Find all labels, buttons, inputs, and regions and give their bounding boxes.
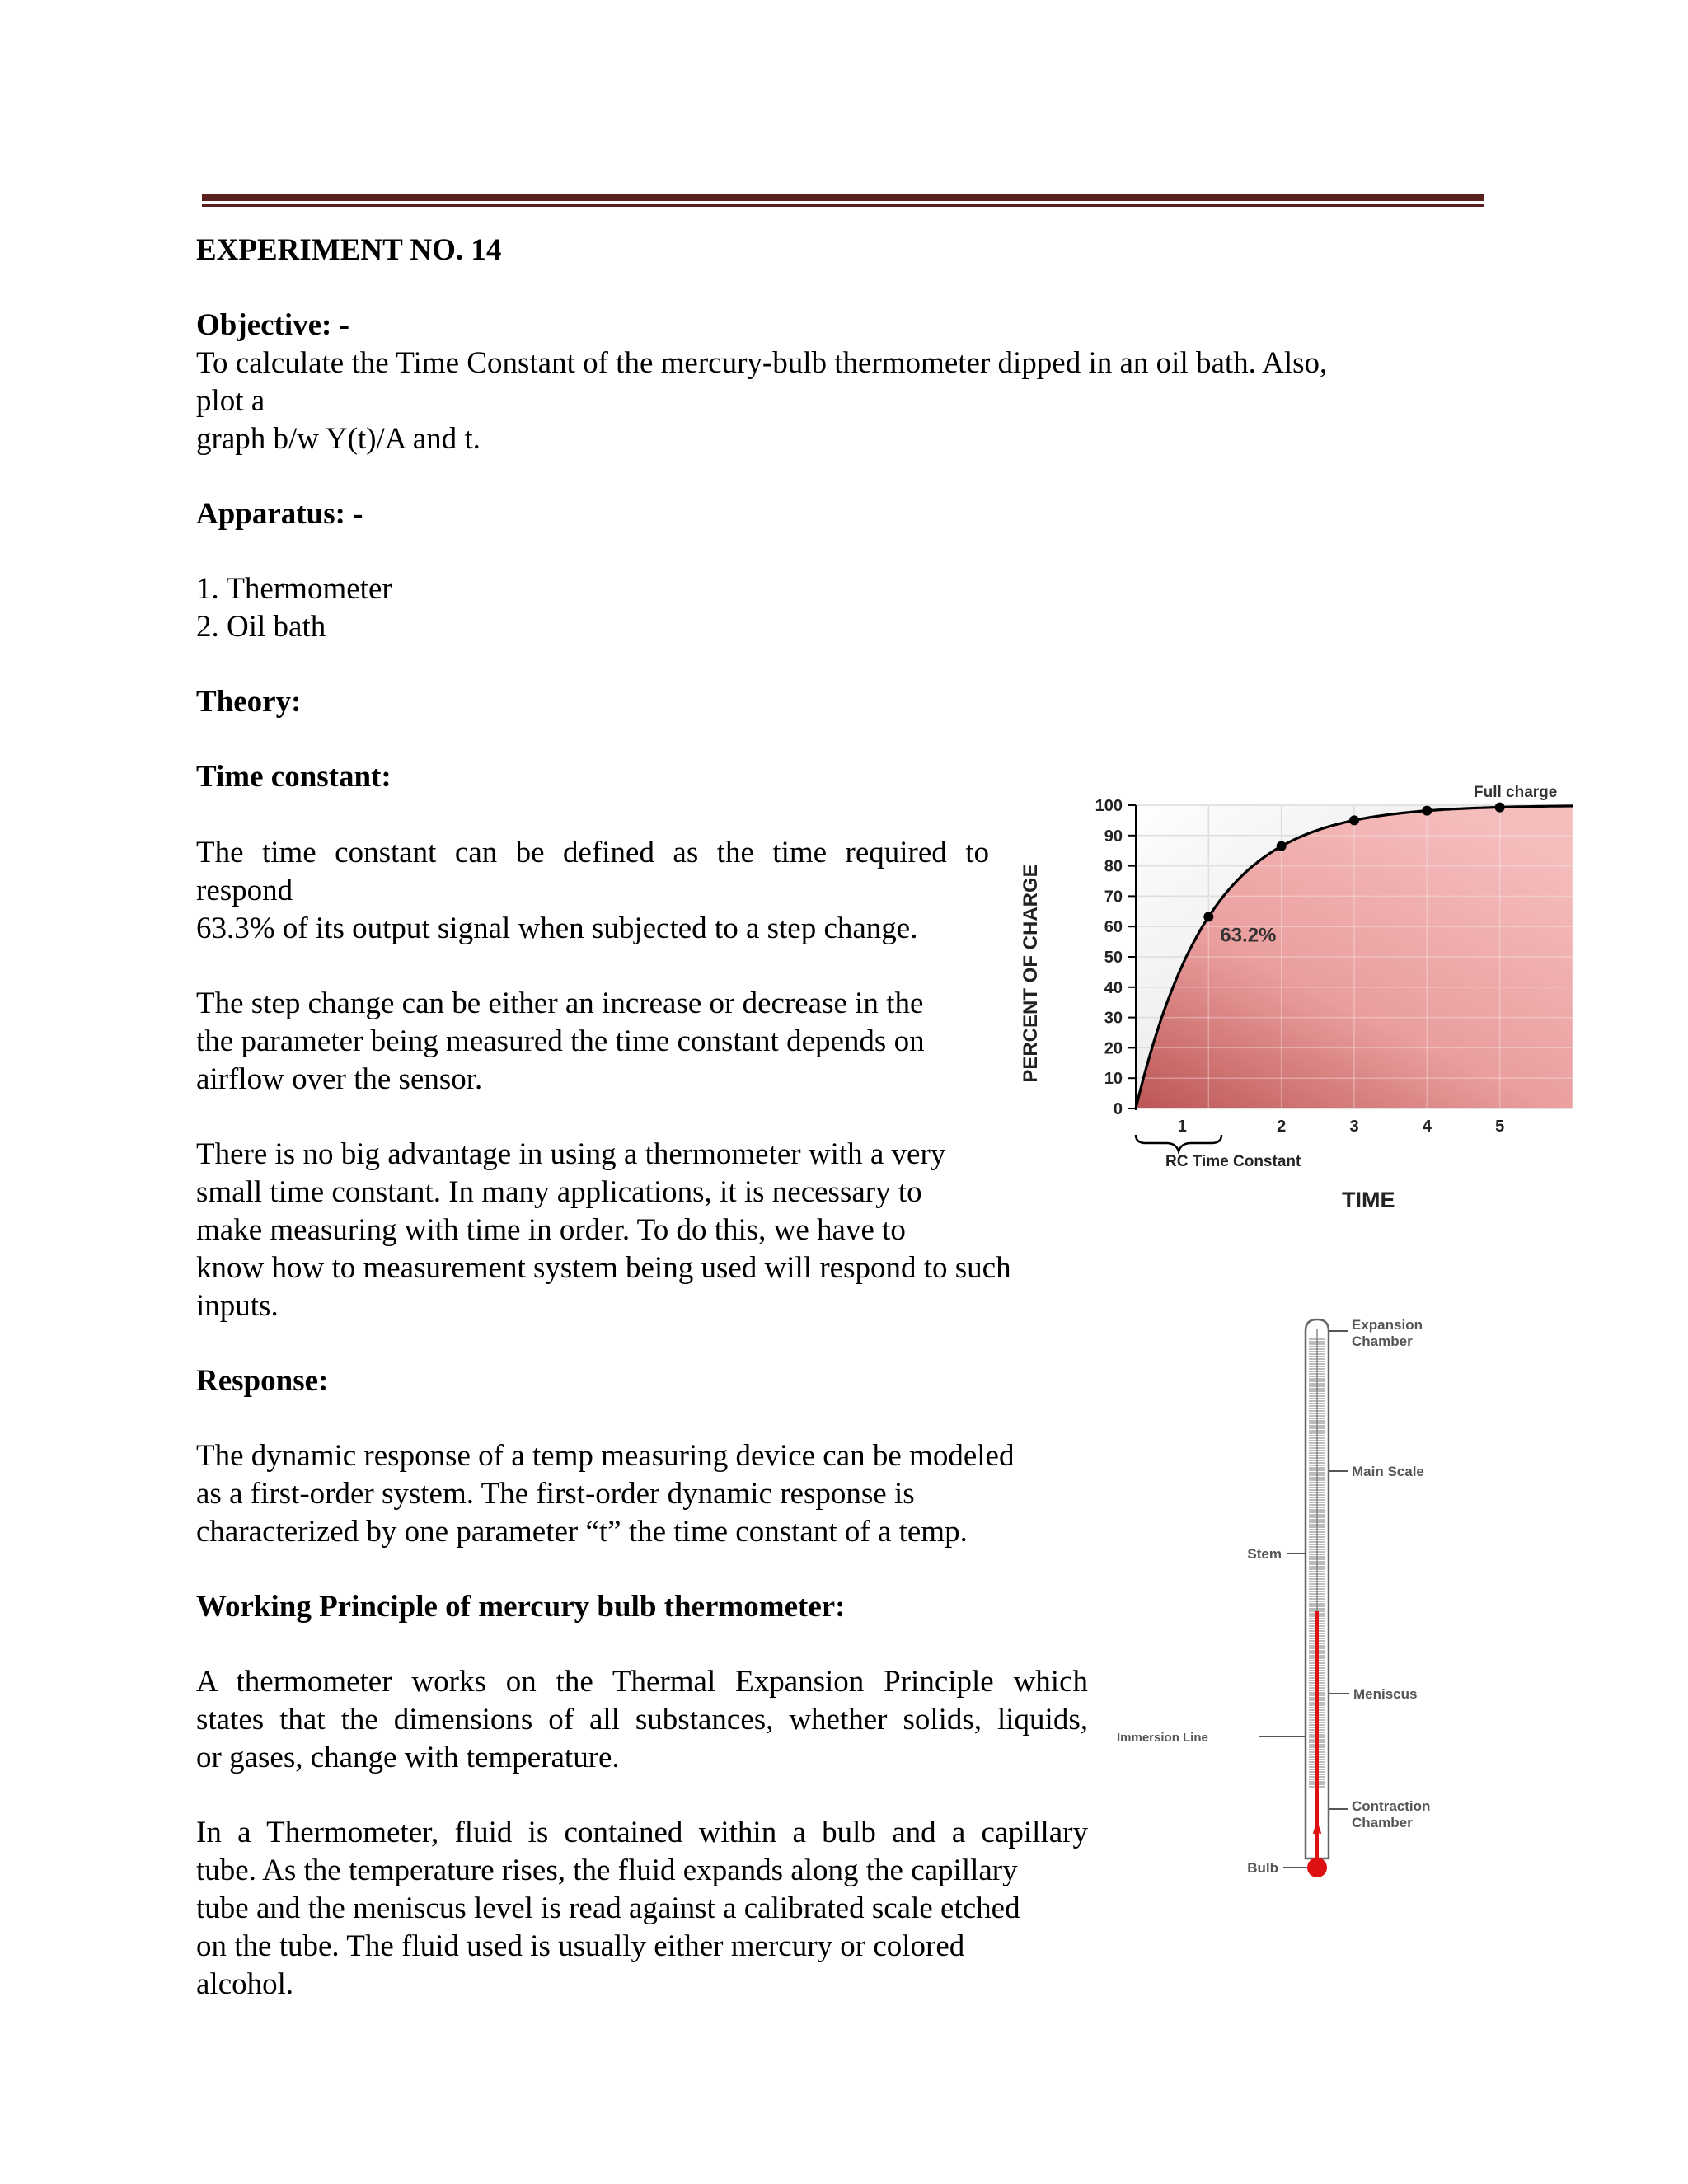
paragraph-line: The dynamic response of a temp measuring device can be modeled bbox=[196, 1439, 1015, 1473]
data-point-marker bbox=[1277, 841, 1287, 851]
paragraph-line: states that the dimensions of all substances, whether solids, liquids, bbox=[196, 1703, 1088, 1736]
y-tick-label: 10 bbox=[1104, 1070, 1123, 1089]
label-stem: Stem bbox=[1247, 1546, 1282, 1562]
x-axis-label: TIME bbox=[1342, 1188, 1395, 1212]
annotation-63-percent: 63.2% bbox=[1220, 924, 1277, 947]
label-immersion-line: Immersion Line bbox=[1117, 1731, 1208, 1745]
x-tick-label: 3 bbox=[1349, 1118, 1359, 1136]
paragraph-line: the parameter being measured the time constant depends on bbox=[196, 1024, 925, 1058]
y-tick-label: 90 bbox=[1104, 827, 1123, 846]
response-heading: Response: bbox=[196, 1364, 329, 1398]
time-constant-heading: Time constant: bbox=[196, 760, 392, 794]
paragraph-line: tube and the meniscus level is read against a calibrated scale etched bbox=[196, 1891, 1020, 1925]
data-point-marker bbox=[1203, 912, 1213, 921]
thermometer-diagram bbox=[1117, 1315, 1463, 1900]
y-tick-label: 20 bbox=[1104, 1039, 1123, 1058]
paragraph-line: make measuring with time in order. To do this, we have to bbox=[196, 1213, 906, 1247]
paragraph-line: airflow over the sensor. bbox=[196, 1062, 483, 1096]
apparatus-item: 2. Oil bath bbox=[196, 610, 326, 644]
data-point-marker bbox=[1495, 803, 1505, 813]
paragraph-line: inputs. bbox=[196, 1289, 279, 1323]
data-point-marker bbox=[1349, 815, 1359, 825]
y-tick-label: 40 bbox=[1104, 978, 1123, 997]
x-tick-label: 4 bbox=[1422, 1118, 1432, 1136]
label-expansion-chamber: Chamber bbox=[1352, 1333, 1413, 1349]
y-tick-label: 60 bbox=[1104, 918, 1123, 937]
objective-line: To calculate the Time Constant of the mercury-bulb thermometer dipped in an oil bath. Also, bbox=[196, 346, 1328, 380]
paragraph-line: or gases, change with temperature. bbox=[196, 1741, 620, 1774]
paragraph-line: tube. As the temperature rises, the fluid expands along the capillary bbox=[196, 1854, 1018, 1887]
paragraph-line: as a first-order system. The first-order dynamic response is bbox=[196, 1477, 915, 1511]
apparatus-item: 1. Thermometer bbox=[196, 572, 392, 606]
paragraph-line: 63.3% of its output signal when subjected to a step change. bbox=[196, 912, 918, 945]
objective-heading: Objective: - bbox=[196, 308, 349, 342]
label-contraction-chamber: Chamber bbox=[1352, 1815, 1413, 1830]
y-tick-label: 50 bbox=[1104, 949, 1123, 967]
theory-heading: Theory: bbox=[196, 685, 302, 719]
time-constant-chart bbox=[1012, 779, 1606, 1228]
x-tick-label: 1 bbox=[1177, 1118, 1187, 1136]
paragraph-line: small time constant. In many applications, it is necessary to bbox=[196, 1175, 922, 1209]
experiment-title: EXPERIMENT NO. 14 bbox=[196, 233, 502, 267]
paragraph-line: know how to measurement system being used will respond to such bbox=[196, 1251, 1011, 1285]
paragraph-line: on the tube. The fluid used is usually either mercury or colored bbox=[196, 1929, 965, 1963]
paragraph-line: There is no big advantage in using a thermometer with a very bbox=[196, 1137, 946, 1171]
label-meniscus: Meniscus bbox=[1353, 1686, 1418, 1702]
x-tick-label: 2 bbox=[1277, 1118, 1287, 1136]
objective-line: graph b/w Y(t)/A and t. bbox=[196, 422, 481, 456]
data-point-marker bbox=[1422, 806, 1432, 816]
x-tick-label: 5 bbox=[1495, 1118, 1505, 1136]
y-tick-label: 70 bbox=[1104, 888, 1123, 907]
y-tick-label: 80 bbox=[1104, 857, 1123, 876]
working-principle-heading: Working Principle of mercury bulb thermometer: bbox=[196, 1590, 846, 1624]
label-bulb: Bulb bbox=[1247, 1860, 1278, 1876]
brace-label: RC Time Constant bbox=[1165, 1153, 1301, 1170]
paragraph-line: A thermometer works on the Thermal Expansion Principle which bbox=[196, 1665, 1088, 1699]
header-rule-thin bbox=[202, 204, 1484, 207]
paragraph-line: respond bbox=[196, 874, 293, 907]
y-tick-label: 30 bbox=[1104, 1009, 1123, 1028]
objective-line: plot a bbox=[196, 384, 265, 418]
y-tick-label: 0 bbox=[1113, 1100, 1123, 1118]
paragraph-line: The time constant can be defined as the time required to bbox=[196, 836, 989, 869]
label-contraction-chamber: Contraction bbox=[1352, 1798, 1431, 1814]
paragraph-line: alcohol. bbox=[196, 1967, 294, 2001]
label-main-scale: Main Scale bbox=[1352, 1464, 1424, 1479]
paragraph-line: characterized by one parameter “t” the time constant of a temp. bbox=[196, 1515, 968, 1549]
label-expansion-chamber: Expansion bbox=[1352, 1317, 1423, 1333]
bulb bbox=[1307, 1858, 1327, 1877]
apparatus-heading: Apparatus: - bbox=[196, 497, 363, 531]
header-rule-thick bbox=[202, 194, 1484, 201]
y-tick-label: 100 bbox=[1095, 797, 1123, 815]
paragraph-line: In a Thermometer, fluid is contained within a bulb and a capillary bbox=[196, 1816, 1088, 1849]
annotation-full-charge: Full charge bbox=[1474, 784, 1558, 801]
paragraph-line: The step change can be either an increase or decrease in the bbox=[196, 987, 924, 1020]
brace bbox=[1136, 1135, 1221, 1151]
y-axis-label: PERCENT OF CHARGE bbox=[1020, 864, 1042, 1083]
